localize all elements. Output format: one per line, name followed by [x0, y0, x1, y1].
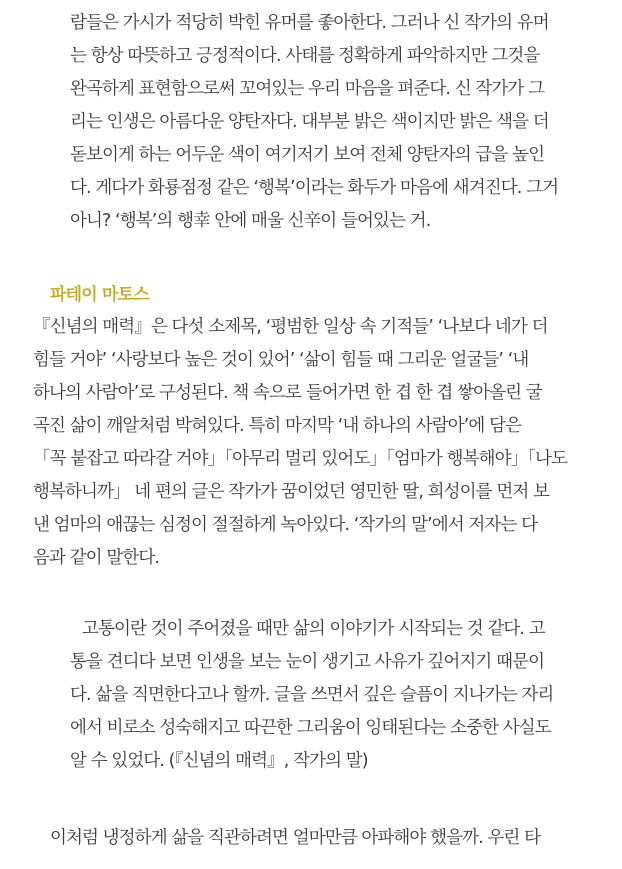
text-line: 이처럼 냉정하게 삶을 직관하려면 얼마만큼 아파해야 했을까. 우린 타: [50, 828, 541, 848]
section-heading: 파테이 마토스: [50, 285, 149, 305]
text-line: 낸 엄마의 애끊는 심정이 절절하게 녹아있다. ‘작가의 말’에서 저자는 다: [33, 515, 538, 535]
text-line: 알 수 있었다. (『신념의 매력』, 작가의 말): [70, 751, 368, 771]
text-line: 고통이란 것이 주어졌을 때만 삶의 이야기가 시작되는 것 같다. 고: [82, 619, 545, 639]
text-line: 행복하니까」 네 편의 글은 작가가 꿈이었던 영민한 딸, 희성이를 먼저 보: [33, 482, 550, 502]
text-line: 람들은 가시가 적당히 박힌 유머를 좋아한다. 그러나 신 작가의 유머: [70, 13, 549, 33]
text-line: 돋보이게 하는 어두운 색이 여기저기 보여 전체 양탄자의 급을 높인: [70, 145, 545, 165]
text-line: 는 항상 따뜻하고 긍정적이다. 사태를 정확하게 파악하지만 그것을: [70, 46, 540, 66]
text-line: 에서 비로소 성숙해지고 따끈한 그리움이 잉태된다는 소중한 사실도: [70, 718, 551, 738]
text-line: 아니? ‘행복’의 행幸 안에 매울 신辛이 들어있는 거.: [70, 211, 431, 231]
text-line: 통을 견디다 보면 인생을 보는 눈이 생기고 사유가 깊어지기 때문이: [70, 652, 545, 672]
text-line: 「꼭 붙잡고 따라갈 거야」「아무리 멀리 있어도」「엄마가 행복해야」「나도: [33, 449, 568, 469]
text-line: 곡진 삶이 깨알처럼 박혀있다. 특히 마지막 ‘내 하나의 사람아’에 담은: [33, 416, 522, 436]
text-line: 다. 삶을 직면한다고나 할까. 글을 쓰면서 깊은 슬픔이 지나가는 자리: [70, 685, 554, 705]
text-line: 힘들 거야’ ‘사랑보다 높은 것이 있어’ ‘삶이 힘들 때 그리운 얼굴들’ ‘내: [33, 350, 529, 370]
text-line: 『신념의 매력』은 다섯 소제목, ‘평범한 일상 속 기적들’ ‘나보다 네가 더: [33, 317, 548, 337]
text-line: 리는 인생은 아름다운 양탄자다. 대부분 밝은 색이지만 밝은 색을 더: [70, 112, 549, 132]
text-line: 음과 같이 말한다.: [33, 548, 160, 568]
text-line: 하나의 사람아’로 구성된다. 책 속으로 들어가면 한 겹 한 겹 쌓아올린 굴: [33, 383, 542, 403]
text-line: 완곡하게 표현함으로써 꼬여있는 우리 마음을 펴준다. 신 작가가 그: [70, 79, 545, 99]
text-line: 다. 게다가 화룡점정 같은 ‘행복’이라는 화두가 마음에 새겨진다. 그거: [70, 178, 559, 198]
